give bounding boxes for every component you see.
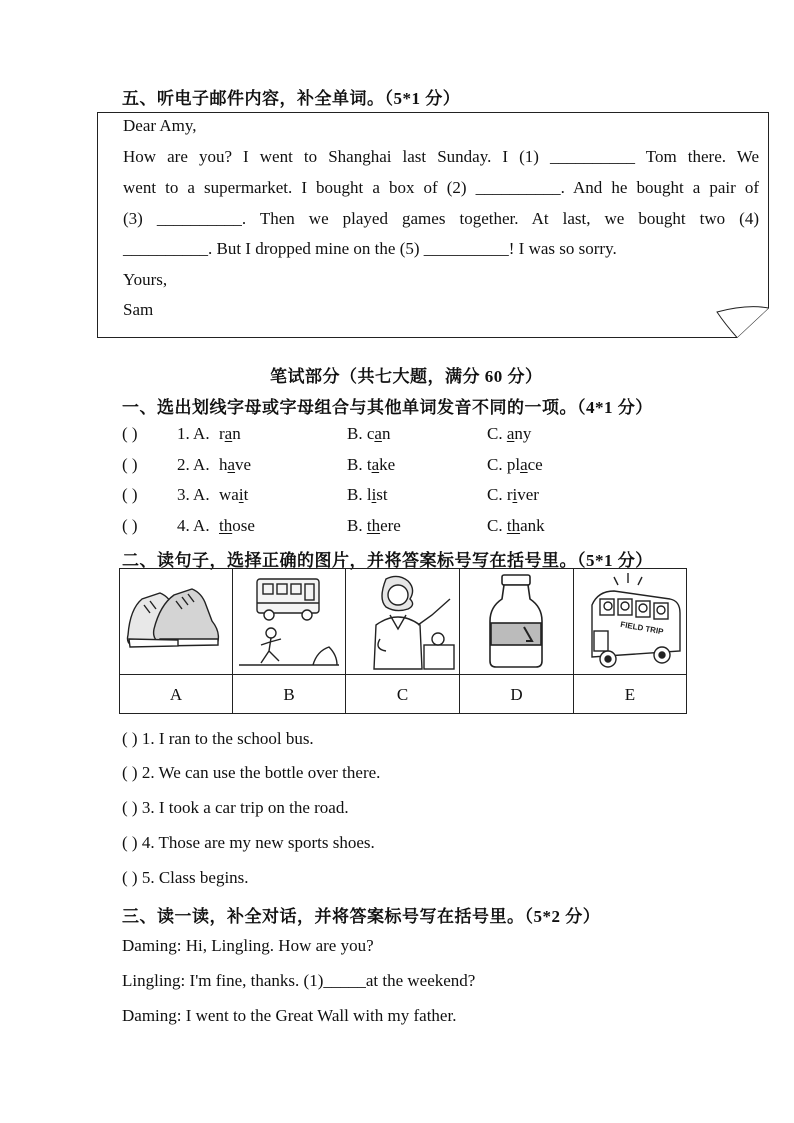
question-number: 2. A.	[177, 455, 210, 474]
email-signature: Sam	[123, 300, 154, 319]
picture-cell-a	[120, 569, 233, 674]
bottle-icon	[460, 569, 574, 674]
picture-cell-e	[574, 569, 688, 674]
option-c: C. thank	[487, 516, 545, 535]
q2-item: ( ) 2. We can use the bottle over there.	[122, 763, 381, 782]
email-line-4: __________. But I dropped mine on the (5) __________! I was so sorry.	[123, 239, 617, 258]
dialogue-line: Daming: Hi, Lingling. How are you?	[122, 936, 374, 955]
bus-sign-text: FIELD TRIP	[619, 619, 665, 637]
dialogue-line: Daming: I went to the Great Wall with my father.	[122, 1006, 457, 1025]
question-number: 4. A.	[177, 516, 210, 535]
option-b: B. list	[347, 485, 388, 504]
teacher-icon	[346, 569, 460, 674]
option-a: those	[219, 516, 255, 535]
option-c: C. any	[487, 424, 532, 443]
option-b: B. can	[347, 424, 391, 443]
letter-e: E	[624, 685, 636, 704]
letter-a: A	[120, 675, 233, 714]
q1-title: 一、选出划线字母或字母组合与其他单词发音不同的一项。（4*1 分）	[122, 398, 653, 417]
letter-b: B	[233, 675, 346, 714]
field-trip-bus-icon	[574, 569, 688, 674]
option-b: B. take	[347, 455, 396, 474]
dialogue-line: Lingling: I'm fine, thanks. (1)_____at the weekend?	[122, 971, 476, 990]
answer-blank[interactable]: ( )	[122, 485, 138, 504]
answer-blank[interactable]: ( )	[122, 516, 138, 535]
section5-title: 五、听电子邮件内容，补全单词。（5*1 分）	[122, 89, 461, 108]
letter-c: C	[346, 675, 460, 714]
option-c: C. place	[487, 455, 543, 474]
picture-cell-b	[233, 569, 346, 674]
q2-item: ( ) 1. I ran to the school bus.	[122, 729, 314, 748]
email-line-3: (3) __________. Then we played games together. At last, we bought two (4)	[123, 209, 759, 228]
email-line-1: How are you? I went to Shanghai last Sunday. I (1) __________ Tom there. We	[123, 147, 759, 166]
picture-cell-c	[346, 569, 460, 674]
picture-cell-d	[460, 569, 574, 674]
option-a: have	[219, 455, 252, 474]
answer-blank[interactable]: ( )	[122, 424, 138, 443]
email-greeting: Dear Amy,	[123, 116, 197, 135]
q2-item: ( ) 5. Class begins.	[122, 868, 249, 887]
question-number: 3. A.	[177, 485, 210, 504]
picture-table	[119, 568, 687, 714]
option-c: C. river	[487, 485, 539, 504]
email-box	[97, 112, 769, 338]
q2-item: ( ) 3. I took a car trip on the road.	[122, 798, 349, 817]
written-section-title: 笔试部分（共七大题，满分 60 分）	[270, 367, 543, 386]
q3-title: 三、读一读，补全对话，并将答案标号写在括号里。（5*2 分）	[122, 907, 601, 926]
question-number: 1. A.	[177, 424, 210, 443]
running-to-bus-icon	[233, 569, 346, 674]
q2-title: 二、读句子，选择正确的图片，并将答案标号写在括号里。（5*1 分）	[122, 551, 653, 570]
option-a: wait	[219, 485, 249, 504]
letter-d: D	[460, 675, 574, 714]
option-a: ran	[219, 424, 241, 443]
sneakers-icon	[120, 569, 233, 674]
answer-blank[interactable]: ( )	[122, 455, 138, 474]
q2-item: ( ) 4. Those are my new sports shoes.	[122, 833, 375, 852]
email-closing: Yours,	[123, 270, 168, 289]
option-b: B. there	[347, 516, 401, 535]
email-line-2: went to a supermarket. I bought a box of (2) __________. And he bought a pair of	[123, 178, 759, 197]
